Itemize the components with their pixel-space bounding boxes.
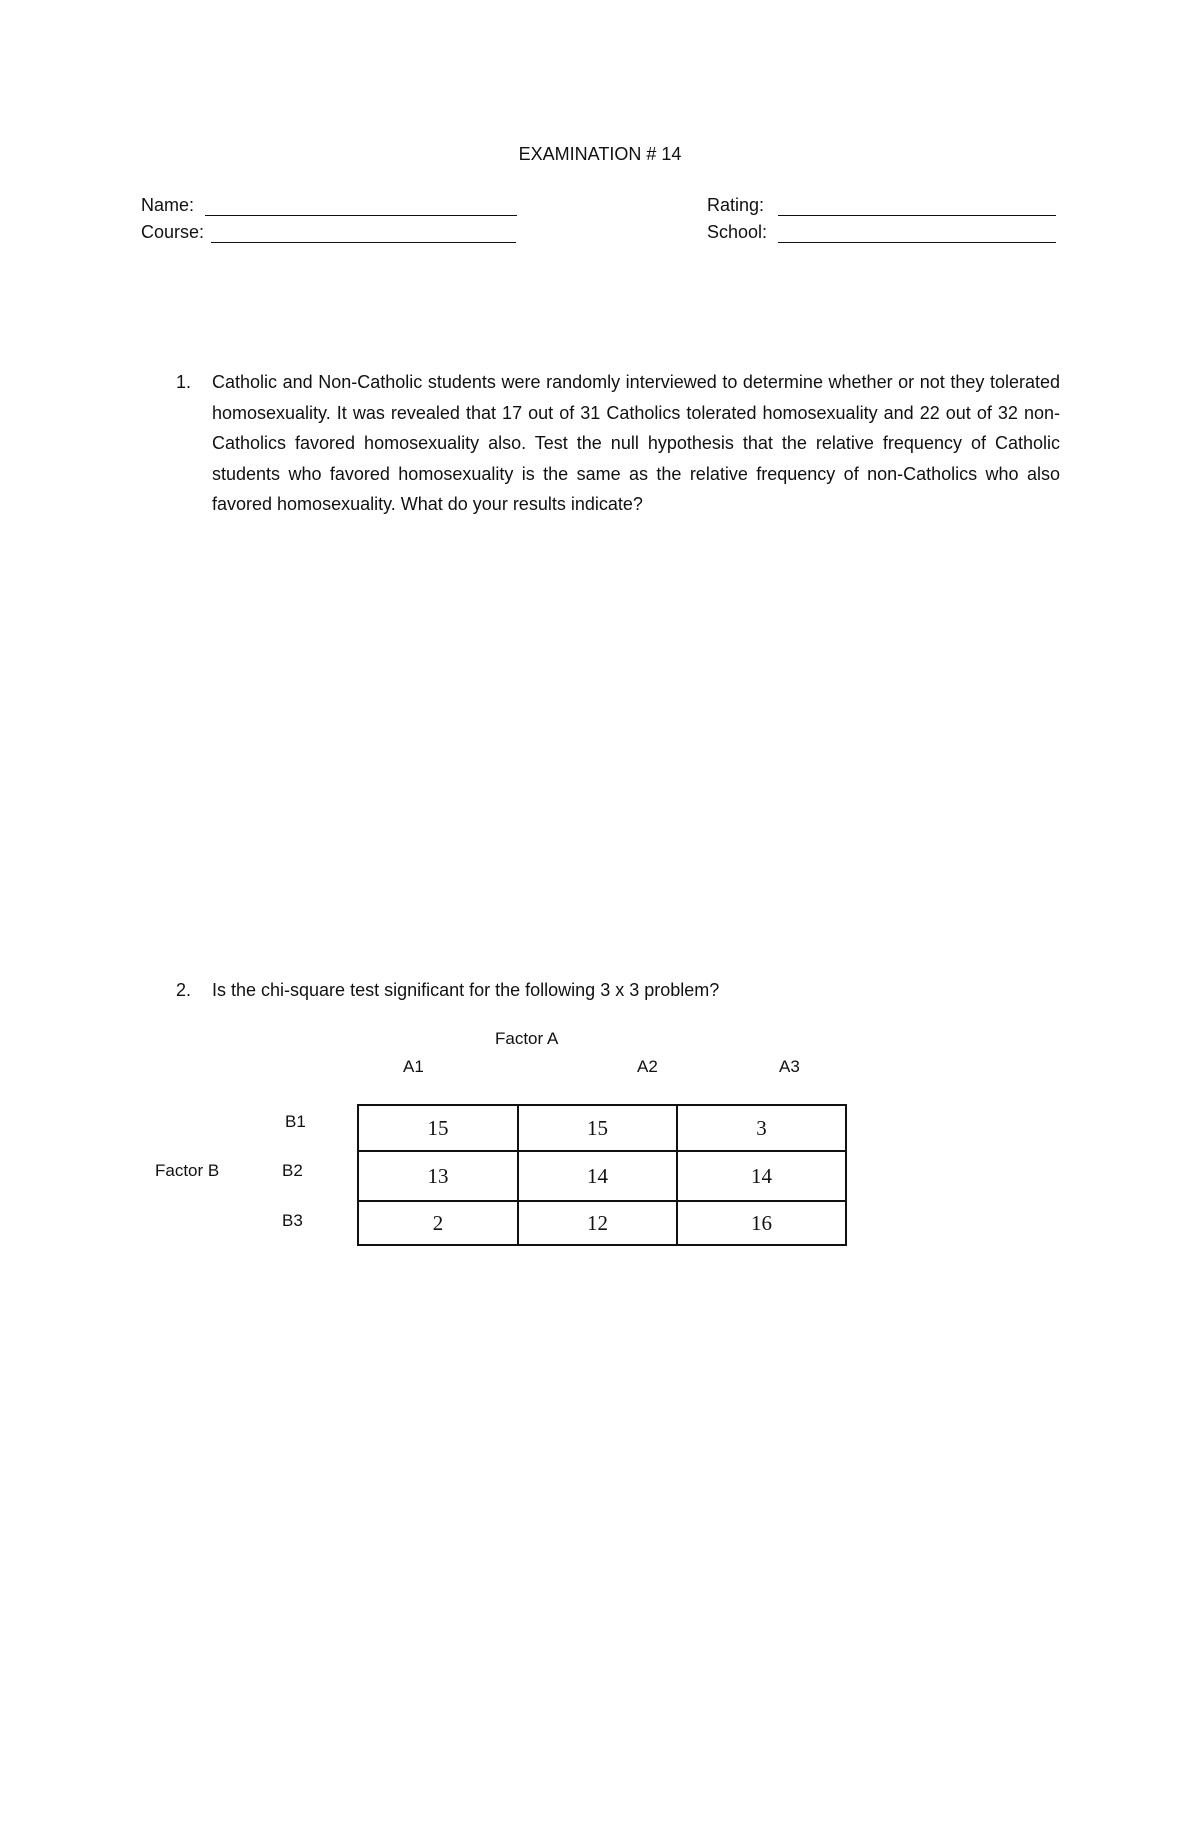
course-label: Course: bbox=[141, 222, 205, 242]
row-header-b3: B3 bbox=[282, 1211, 303, 1230]
table-cell: 12 bbox=[518, 1201, 677, 1245]
question-1-number: 1. bbox=[176, 372, 192, 392]
column-header-a2: A2 bbox=[637, 1057, 658, 1076]
question-1-text: Catholic and Non-Catholic students were randomly interviewed to determine whether or not they tolerated homosexuality. It was revealed that 17 out of 31 Catholics tolerated homosexuality and 22 out of 32 non-Catholics favored homosexuality also. Test the null hypothesis that the relative frequency of Catholic students who favored homosexuality is the same as the relative frequency of non-Catholics who also favored homosexuality. What do your results indicate? bbox=[212, 372, 1060, 514]
table-cell: 15 bbox=[518, 1105, 677, 1151]
school-field[interactable] bbox=[778, 222, 1056, 243]
name-label: Name: bbox=[141, 195, 195, 215]
factor-b-label: Factor B bbox=[155, 1161, 220, 1180]
contingency-table bbox=[357, 1104, 847, 1246]
rating-field[interactable] bbox=[778, 195, 1056, 216]
table-row bbox=[358, 1105, 846, 1151]
table-cell: 13 bbox=[358, 1151, 518, 1201]
question-2-text: Is the chi-square test significant for the following 3 x 3 problem? bbox=[212, 980, 720, 1000]
table-row bbox=[358, 1151, 846, 1201]
column-header-a1: A1 bbox=[403, 1057, 424, 1076]
table-cell: 2 bbox=[358, 1201, 518, 1245]
factor-a-label: Factor A bbox=[495, 1029, 559, 1048]
school-label: School: bbox=[707, 222, 768, 242]
row-header-b1: B1 bbox=[285, 1112, 306, 1131]
question-2-number: 2. bbox=[176, 980, 192, 1000]
row-header-b2: B2 bbox=[282, 1161, 303, 1180]
table-cell: 14 bbox=[518, 1151, 677, 1201]
table-cell: 3 bbox=[677, 1105, 846, 1151]
table-cell: 16 bbox=[677, 1201, 846, 1245]
rating-label: Rating: bbox=[707, 195, 765, 215]
column-header-a3: A3 bbox=[779, 1057, 800, 1076]
table-cell: 15 bbox=[358, 1105, 518, 1151]
course-field[interactable] bbox=[211, 222, 516, 243]
name-field[interactable] bbox=[205, 195, 517, 216]
exam-title: EXAMINATION # 14 bbox=[518, 144, 682, 164]
table-cell: 14 bbox=[677, 1151, 846, 1201]
table-row bbox=[358, 1201, 846, 1245]
